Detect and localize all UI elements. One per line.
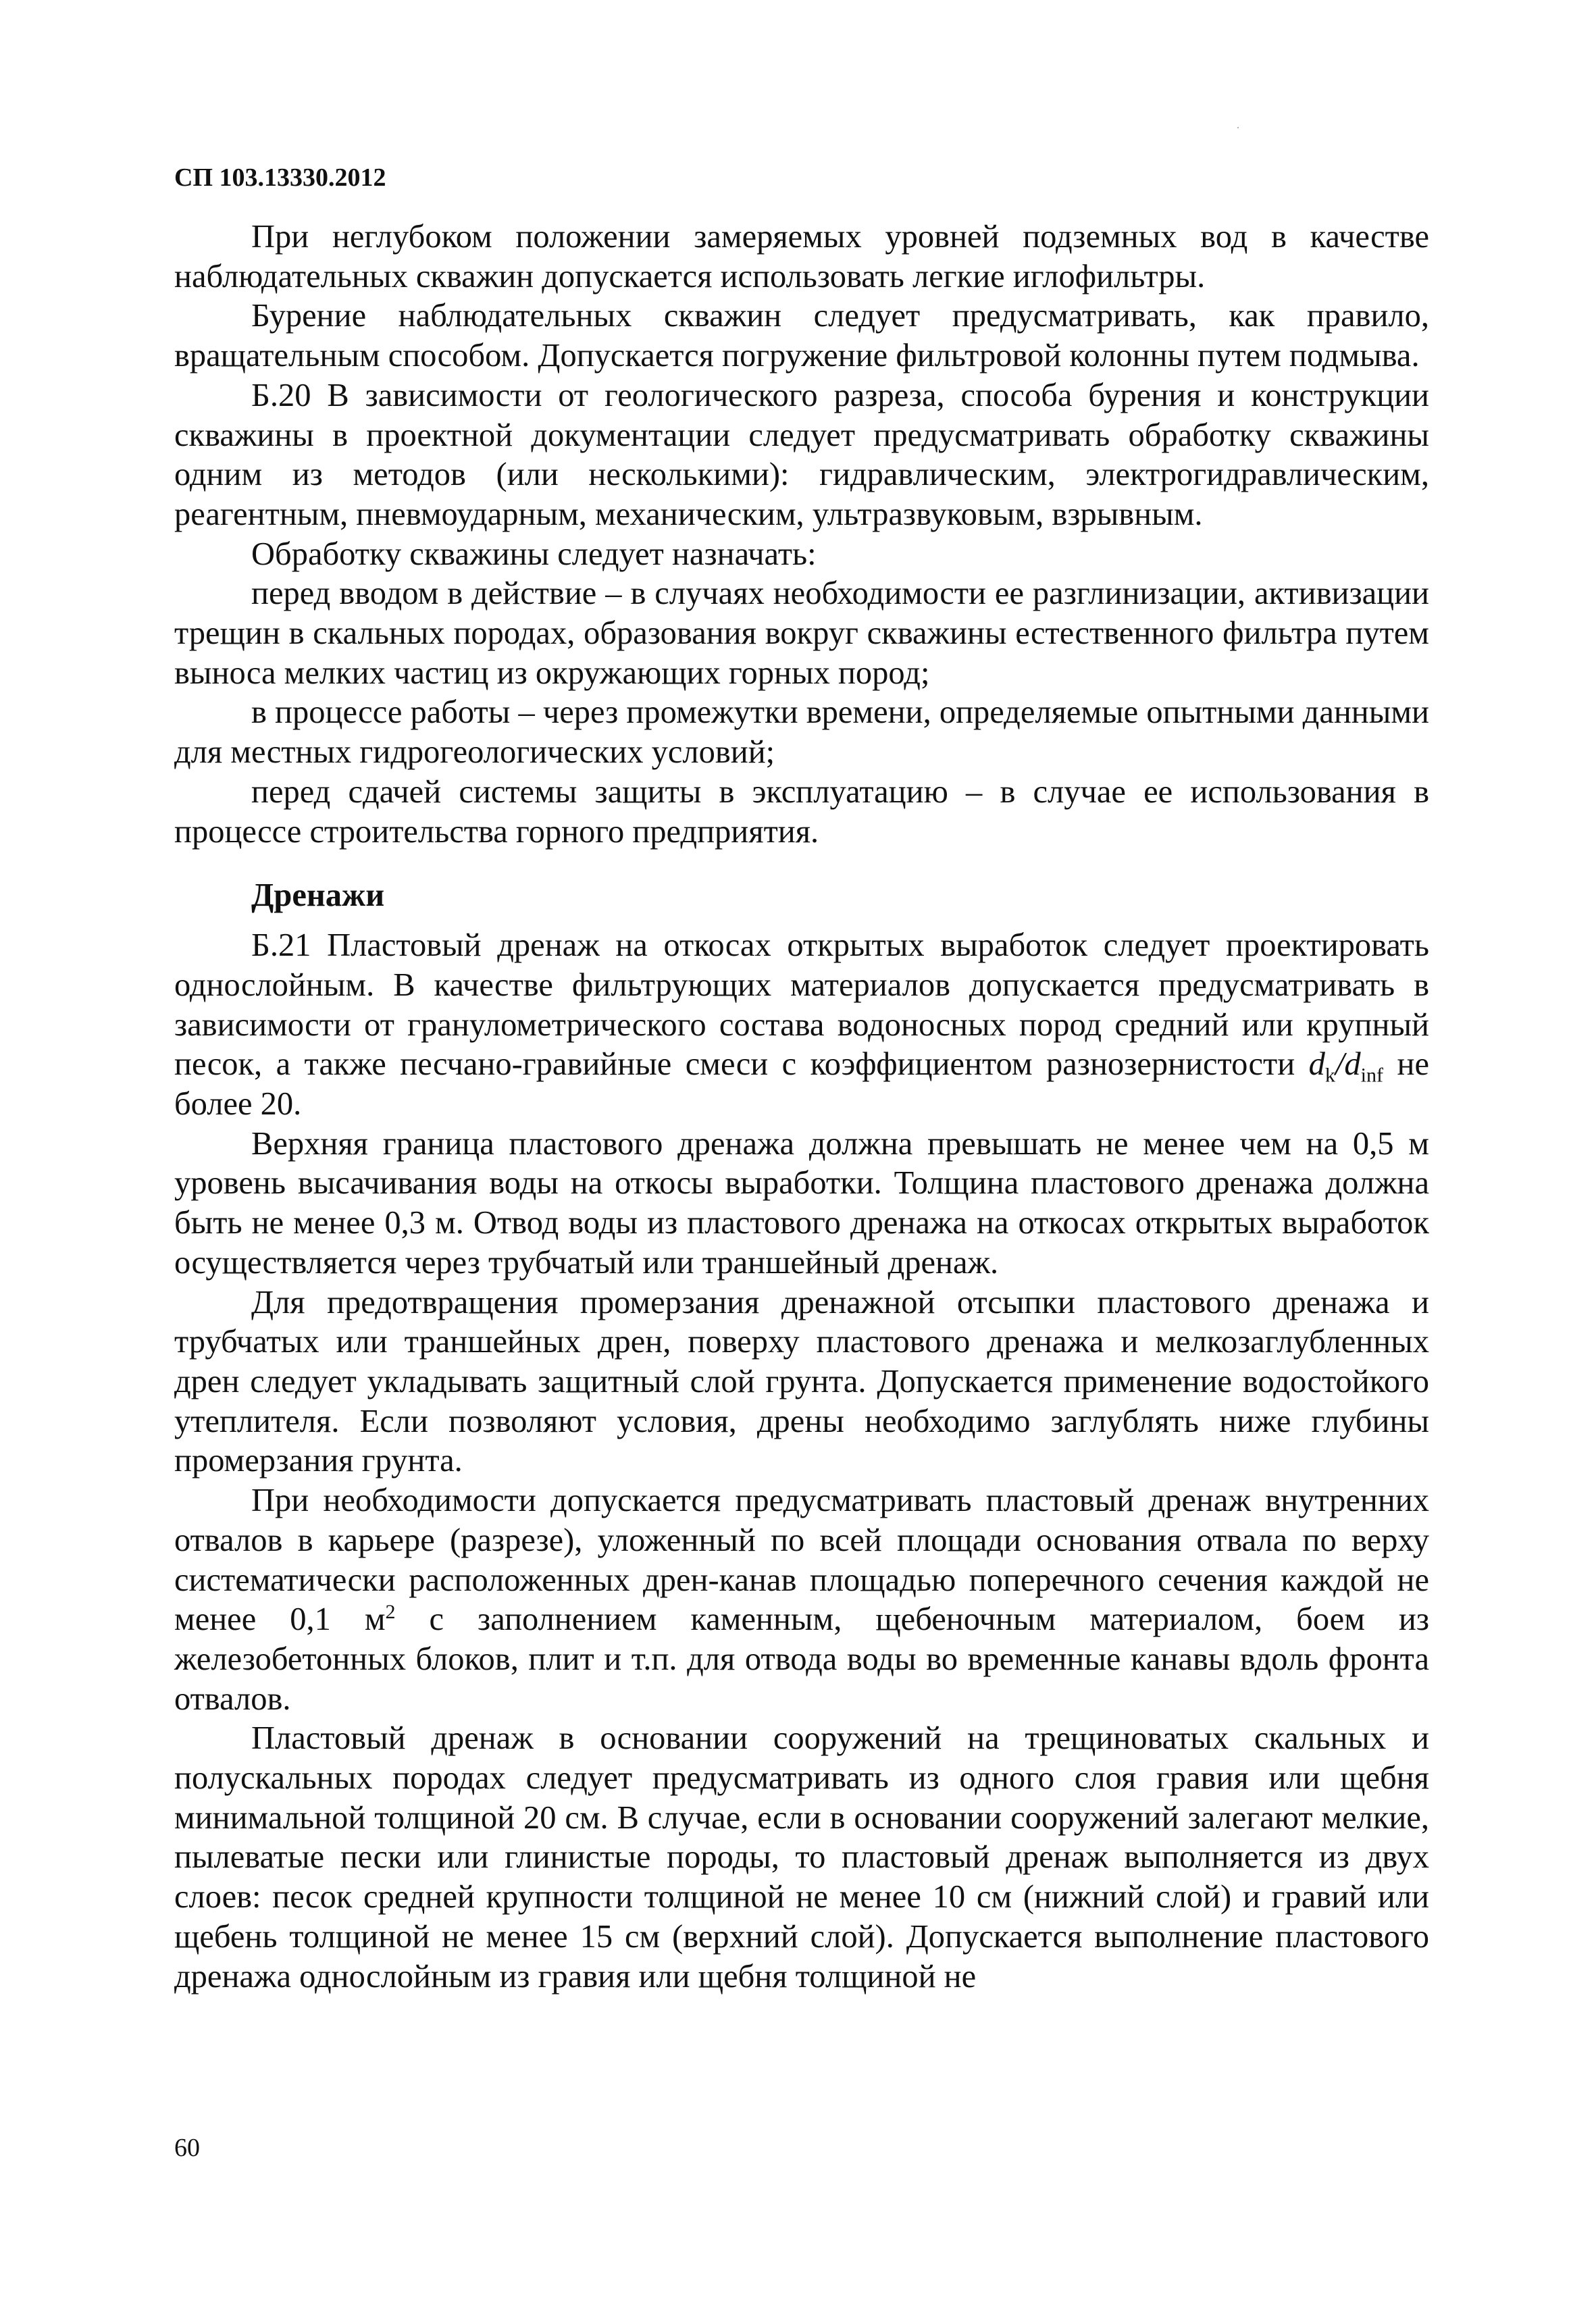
section-heading-drains: Дренажи	[251, 877, 385, 914]
document-code: СП 103.13330.2012	[174, 163, 386, 192]
internal-dumps-sup: 2	[385, 1600, 396, 1624]
paragraph-during-operation: в процессе работы – через промежутки времени, определяемые опытными данными для местных гидрогеологических условий;	[174, 694, 1429, 771]
paragraph-freezing-prevention: Для предотвращения промерзания дренажной отсыпки пластового дренажа и трубчатых или траншейных дрен, поверху пластового дренажа и мелкозаглубленных дрен следует укладывать защитный слой грунта. Допускается применение водостойкого утеплителя. Если позволяют условия, дрены необходимо заглублять ниже глубины промерзания грунта.	[174, 1284, 1429, 1479]
b21-sub-k: k	[1324, 1064, 1335, 1087]
paragraph-foundation-drainage: Пластовый дренаж в основании сооружений на трещиноватых скальных и полускальных породах следует предусматривать из одного слоя гравия или щебня минимальной толщиной 20 см. В случае, если в основании сооружений залегают мелкие, пылеватые пески или глинистые породы, то пластовый дренаж выполняется из двух слоев: песок средней крупности толщиной не менее 10 см (нижний слой) и гравий или щебень толщиной не менее 15 см (верхний слой). Допускается выполнение пластового дренажа однослойным из гравия или щебня толщиной не	[174, 1720, 1429, 1995]
page-number: 60	[174, 2134, 200, 2162]
b21-d-symbol: d	[1308, 1046, 1325, 1083]
b21-tail: не более 20.	[174, 1046, 1429, 1123]
paragraph-b21	[174, 926, 1429, 1125]
paragraph-b20: Б.20 В зависимости от геологического разреза, способа бурения и конструкции скважины в проектной документации следует предусматривать обработку скважины одним из методов (или несколькими): гидравлическим, электрогидравлическим, реагентным, пневмоударным, механическим, ультразвуковым, взрывным.	[174, 377, 1429, 532]
internal-dumps-text-b: с заполнением каменным, щебеночным материалом, боем из железобетонных блоков, плит и т.п. для отвода воды во временные канавы вдоль фронта отвалов.	[174, 1601, 1429, 1717]
b21-text: Б.21 Пластовый дренаж на откосах открытых выработок следует проектировать однослойным. В качестве фильтрующих материалов допускается предусматривать в зависимости от гранулометрического состава водоносных пород средний или крупный песок, а также песчано-гравийные смеси с коэффициентом разнозернистости	[174, 927, 1429, 1083]
b21-d-symbol-2: d	[1344, 1046, 1361, 1083]
paragraph-well-treatment-intro: Обработку скважины следует назначать:	[251, 536, 817, 572]
paragraph-before-commissioning: перед вводом в действие – в случаях необходимости ее разглинизации, активизации трещин в скальных породах, образования вокруг скважины естественного фильтра путем выноса мелких частиц из окружающих горных пород;	[174, 575, 1429, 691]
paragraph-upper-boundary: Верхняя граница пластового дренажа должна превышать не менее чем на 0,5 м уровень высачивания воды на откосы выработки. Толщина пластового дренажа должна быть не менее 0,3 м. Отвод воды из пластового дренажа на откосах открытых выработок осуществляется через трубчатый или траншейный дренаж.	[174, 1125, 1429, 1281]
paragraph-before-handover: перед сдачей системы защиты в эксплуатацию – в случае ее использования в процессе строительства горного предприятия.	[174, 773, 1429, 850]
b21-sub-inf: inf	[1360, 1064, 1384, 1087]
document-body	[174, 217, 1429, 1997]
b21-slash: /	[1335, 1046, 1345, 1083]
paragraph-drilling-method: Бурение наблюдательных скважин следует предусматривать, как правило, вращательным способом. Допускается погружение фильтровой колонны путем подмыва.	[174, 298, 1429, 374]
paragraph-observation-wells-needle-filters: При неглубоком положении замеряемых уровней подземных вод в качестве наблюдательных скважин допускается использовать легкие иглофильтры.	[174, 219, 1429, 294]
scan-speck	[1237, 127, 1239, 128]
paragraph-internal-dumps	[174, 1481, 1429, 1719]
internal-dumps-text-a: При необходимости допускается предусматривать пластовый дренаж внутренних отвалов в карьере (разрезе), уложенный по всей площади основания отвала по верху систематически расположенных дрен-канав площадью поперечного сечения каждой не менее 0,1 м	[174, 1483, 1429, 1638]
